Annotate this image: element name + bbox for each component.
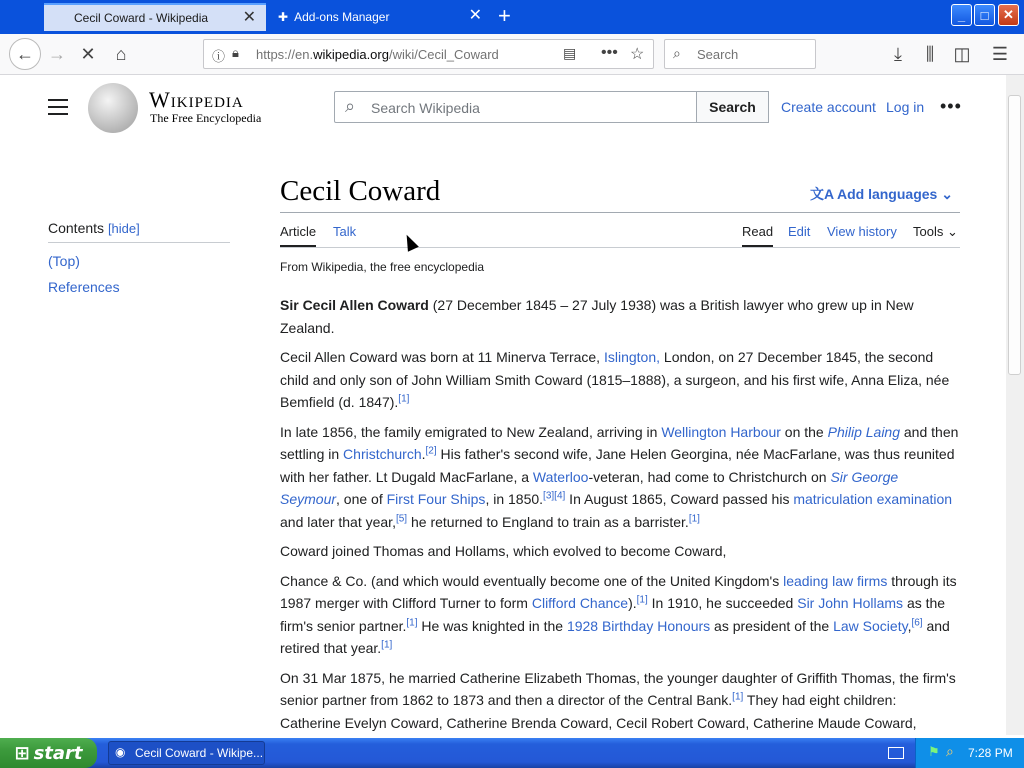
wikipedia-tagline: The Free Encyclopedia [150, 111, 262, 125]
keyboard-icon[interactable] [888, 747, 904, 759]
link-islington[interactable]: Islington, [603, 349, 661, 365]
page-actions-icon[interactable]: ••• [601, 44, 618, 61]
add-languages-label: Add languages [836, 186, 938, 202]
citation[interactable]: [1] [636, 594, 648, 606]
stop-loading-icon[interactable]: ✕ [80, 43, 96, 64]
link-leading-law-firms[interactable]: leading law firms [783, 572, 888, 589]
browser-search-input[interactable] [664, 39, 816, 69]
search-icon: ⌕ [673, 45, 681, 61]
toc-title-text: Contents [48, 220, 105, 236]
url-text: https://en.wikipedia.org/wiki/Cecil_Coward [256, 47, 499, 62]
close-window-button[interactable]: ✕ [998, 4, 1019, 26]
paragraph: Cecil Allen Coward was born at 11 Minerva Terrace, Islington, London, on 27 December 1845, the second child and only son of John William Smith Coward (1815–1888), a surgeon, and his first wife, Anna Eliza, née Bemfield (d. 1847).[1] [280, 349, 950, 410]
add-languages-button[interactable] [810, 184, 953, 204]
home-icon[interactable]: ⌂ [115, 43, 127, 64]
citation[interactable]: [1] [406, 616, 418, 628]
reader-view-icon[interactable]: ▤ [563, 45, 577, 61]
citation[interactable]: [6] [911, 616, 923, 628]
forward-button[interactable]: → [48, 43, 66, 64]
citation[interactable]: [1] [381, 639, 393, 651]
maximize-button[interactable]: □ [974, 4, 995, 26]
firefox-icon: ◉ [115, 745, 126, 759]
browser-tab-bar [0, 0, 1024, 34]
citation[interactable]: [1] [688, 512, 700, 524]
link-clifford-chance[interactable]: Clifford Chance [531, 595, 629, 611]
menu-icon[interactable]: ☰ [991, 43, 1009, 64]
paragraph: Chance & Co. (and which would eventually become one of the United Kingdom's leading law firms through its 1987 merger with Clifford Turner to form Clifford Chance).[1] In 1910, he succeeded Sir John Hollams as the firm's senior partner.[1] He was knighted in the 1928 Birthday Honours as president of the Law Society,[6] and retired that year.[1] [280, 572, 957, 656]
link-wellington-harbour[interactable]: Wellington Harbour [661, 423, 781, 440]
library-icon[interactable]: ⫼ [925, 43, 935, 64]
bookmark-star-icon[interactable]: ☆ [630, 46, 645, 63]
table-of-contents [48, 220, 230, 295]
tab-edit[interactable]: Edit [788, 224, 811, 239]
tabs-divider [280, 247, 960, 248]
start-label: start [33, 742, 83, 764]
puzzle-icon: ✚ [278, 10, 289, 24]
link-matriculation-examination[interactable]: matriculation examination [793, 491, 953, 507]
from-wikipedia-note: From Wikipedia, the free encyclopedia [280, 260, 485, 274]
tools-label: Tools [913, 224, 944, 239]
new-tab-icon[interactable]: + [498, 3, 511, 28]
article-body [280, 294, 960, 735]
tab-label: Add-ons Manager [294, 10, 390, 24]
close-icon[interactable]: ✕ [242, 9, 256, 26]
network-icon[interactable]: ⚑ [928, 744, 940, 759]
log-in-link[interactable]: Log in [886, 99, 925, 115]
windows-logo-icon: ⊞ [14, 742, 30, 764]
chevron-down-icon: ⌄ [946, 224, 958, 239]
wiki-search-input[interactable] [334, 91, 697, 123]
wikipedia-wordmark[interactable]: Wikipedia [149, 87, 244, 112]
more-options-icon[interactable]: ••• [940, 96, 962, 116]
citation[interactable]: [5] [395, 512, 408, 524]
tab-article[interactable]: Article [280, 224, 316, 247]
link-waterloo[interactable]: Waterloo [532, 468, 589, 485]
citation[interactable]: [1] [398, 393, 410, 405]
page-title: Cecil Coward [280, 175, 441, 207]
title-divider [280, 212, 960, 213]
search-placeholder: Search [697, 47, 739, 62]
search-icon: ⌕ [345, 96, 356, 116]
lock-icon: 🔒︎ [232, 45, 239, 60]
taskbar-item-label: Cecil Coward - Wikipe... [135, 746, 264, 760]
wikipedia-logo[interactable] [88, 83, 138, 133]
tools-dropdown[interactable] [913, 224, 958, 240]
tab-cecil-coward[interactable] [44, 3, 266, 31]
citation[interactable]: [1] [732, 691, 744, 703]
scrollbar-thumb[interactable] [1008, 95, 1021, 375]
paragraph: Sir Cecil Allen Coward (27 December 1845 – 27 July 1938) was a British lawyer who grew up in New Zealand. [280, 297, 914, 336]
close-icon[interactable]: ✕ [468, 7, 482, 24]
clock: 7:28 PM [968, 746, 1013, 760]
link-sir-john-hollams[interactable]: Sir John Hollams [797, 595, 904, 611]
paragraph: Coward joined Thomas and Hollams, which evolved to become Coward, [280, 543, 727, 559]
link-sir-george-seymour[interactable]: Sir George Seymour [280, 468, 899, 507]
navigation-toolbar [0, 34, 1024, 75]
sidebar-icon[interactable]: ◫ [953, 43, 971, 64]
info-icon[interactable]: ⓘ [212, 49, 226, 64]
tab-read[interactable]: Read [742, 224, 773, 247]
link-1928-birthday-honours[interactable]: 1928 Birthday Honours [566, 617, 711, 634]
toc-item-references[interactable]: References [48, 279, 120, 295]
url-bar[interactable] [203, 39, 654, 69]
page-scrollbar[interactable] [1006, 75, 1024, 735]
wiki-search-button[interactable]: Search [696, 91, 769, 123]
citation[interactable]: [2] [425, 445, 437, 457]
tab-talk[interactable]: Talk [333, 224, 357, 239]
taskbar-item-firefox[interactable] [108, 741, 265, 765]
create-account-link[interactable]: Create account [781, 99, 876, 115]
citation[interactable]: [3][4] [543, 490, 566, 502]
wiki-search-placeholder: Search Wikipedia [371, 100, 480, 116]
translate-icon: 文A [810, 186, 834, 202]
link-christchurch[interactable]: Christchurch [343, 446, 422, 462]
minimize-button[interactable]: _ [951, 4, 972, 26]
toc-title [48, 220, 230, 243]
toc-hide-link[interactable]: [hide] [107, 221, 140, 236]
search-tray-icon[interactable]: ⌕ [946, 743, 954, 759]
chevron-down-icon: ⌄ [941, 186, 953, 202]
paragraph: On 31 Mar 1875, he married Catherine Elizabeth Thomas, the younger daughter of Griffith Thomas, the firm's senior partner from 1862 to 1873 and then a director of the Central Bank.[1] They had eight children: Catherine Evelyn Coward, Catherine Brenda Coward, Cecil Robert Coward, Catherine Maude Coward, [280, 669, 956, 731]
downloads-icon[interactable]: ⤓ [894, 43, 902, 64]
link-first-four-ships[interactable]: First Four Ships [386, 491, 486, 507]
page-content [0, 75, 1006, 735]
start-button[interactable] [0, 738, 97, 768]
toc-item-top[interactable]: (Top) [48, 253, 80, 269]
back-button[interactable]: ← [9, 38, 41, 70]
taskbar [0, 738, 1024, 768]
tab-view-history[interactable]: View history [827, 224, 897, 239]
tab-addons-manager[interactable] [270, 3, 492, 31]
paragraph: In late 1856, the family emigrated to New Zealand, arriving in Wellington Harbour on the Philip Laing and then settling in Christchurch.[2] His father's second wife, Jane Helen Georgina, née MacFarlane, was thus reunited with her father. Lt Dugald MacFarlane, a Waterloo-veteran, had come to Christchurch on Sir George Seymour, one of First Four Ships, in 1850.[3][4] In August 1865, Coward passed his matriculation examination and later that year,[5] he returned to England to train as a barrister.[1] [280, 423, 959, 530]
link-philip-laing[interactable]: Philip Laing [827, 423, 900, 440]
tab-label: Cecil Coward - Wikipedia [74, 11, 209, 25]
link-law-society[interactable]: Law Society [833, 617, 908, 634]
main-menu-icon[interactable] [48, 99, 68, 115]
